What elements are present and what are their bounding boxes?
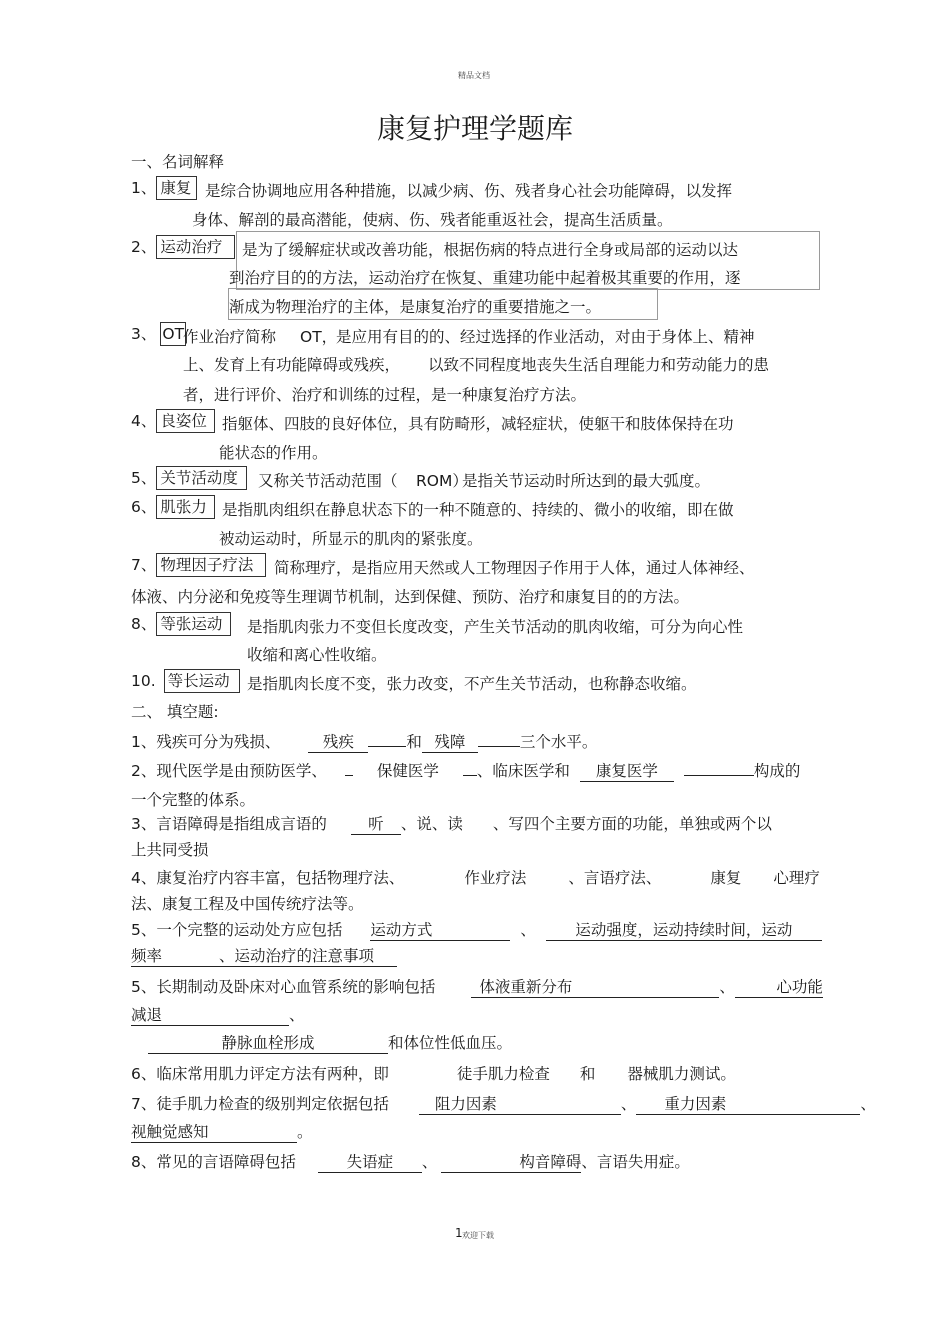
- question-text: 5、一个完整的运动处方应包括: [131, 921, 343, 939]
- fill-question-3: [131, 812, 772, 835]
- item-number: 10.: [131, 672, 156, 690]
- term-box: OT: [160, 322, 186, 346]
- question-text: 和: [406, 733, 422, 751]
- question-text: 、: [421, 1153, 438, 1171]
- item-number: 8、: [131, 615, 157, 633]
- question-text: 法、康复工程及中国传统疗法等。: [131, 895, 364, 913]
- answer-blank: 失语症: [318, 1152, 422, 1173]
- answer-text: 徒手肌力检查: [456, 1065, 550, 1083]
- definition-text: 上、发育上有功能障碍或残疾，: [183, 356, 401, 374]
- page-title: 康复护理学题库: [376, 112, 573, 145]
- question-text: 7、徒手肌力检查的级别判定依据包括: [131, 1095, 389, 1113]
- question-text: 、临床医学和: [476, 762, 570, 780]
- term-box: 良姿位: [156, 409, 215, 433]
- fill-question-9: [131, 1150, 690, 1173]
- definition-text: 以致不同程度地丧失生活自理能力和劳动能力的患: [428, 356, 770, 374]
- term-box: 等张运动: [156, 612, 231, 636]
- fill-question-4: [131, 866, 820, 888]
- fill-question-8-cont: [131, 1120, 313, 1143]
- question-text: 构成的: [753, 762, 801, 780]
- item-number: 4、: [131, 412, 157, 430]
- definition-text: 体液、内分泌和免疫等生理调节机制，达到保健、预防、治疗和康复目的的方法。: [131, 588, 690, 606]
- question-text: 、: [860, 1095, 876, 1113]
- answer-blank: [345, 775, 353, 776]
- fill-question-8: [131, 1092, 876, 1115]
- definition-item-7: [131, 553, 266, 577]
- question-text: 一个完整的体系。: [131, 791, 256, 809]
- item-number: 5、: [131, 469, 157, 487]
- term-box: 关节活动度: [156, 466, 247, 490]
- fill-question-7: [131, 1062, 736, 1084]
- question-text: 1、残疾可分为残损、: [131, 733, 281, 751]
- definition-item-2: [131, 235, 235, 259]
- definition-item-5: [131, 466, 247, 490]
- answer-blank: 频率: [131, 946, 219, 967]
- question-text: 6、临床常用肌力评定方法有两种，即: [131, 1065, 389, 1083]
- definition-text: 是为了缓解症状或改善功能，根据伤病的特点进行全身或局部的运动以达: [242, 241, 739, 259]
- answer-blank: 构音障碍: [441, 1152, 581, 1173]
- header-note: 精品文档: [458, 71, 490, 80]
- answer-blank: 残疾: [308, 732, 368, 753]
- item-number: 2、: [131, 238, 157, 256]
- question-text: 、写四个主要方面的功能，单独或两个以: [492, 815, 772, 833]
- definition-text: ROM）: [416, 472, 468, 490]
- answer-blank: 重力因素: [636, 1094, 860, 1115]
- definition-text: 是应用有目的的、经过选择的作业活动，对由于身体上、精神: [336, 328, 755, 346]
- definition-text: 渐成为物理治疗的主体，是康复治疗的重要措施之一。: [229, 298, 602, 316]
- answer-blank: 视触觉感知: [131, 1122, 297, 1143]
- definition-text: 能状态的作用。: [219, 444, 328, 462]
- fill-question-2: [131, 759, 800, 782]
- fill-question-5: [131, 918, 822, 941]
- footer-note: 欢迎下载: [462, 1231, 494, 1240]
- footer-page-number: 1: [455, 1226, 463, 1240]
- definition-text: 作业治疗简称: [183, 328, 277, 346]
- definition-text: 到治疗目的的方法，运动治疗在恢复、重建功能中起着极其重要的作用，逐: [229, 269, 741, 287]
- fill-question-6: [131, 975, 823, 998]
- answer-blank: 运动强度，运动持续时间，运动: [546, 920, 822, 941]
- fill-question-5-cont: [131, 946, 397, 967]
- question-text: 。: [297, 1123, 313, 1141]
- answer-blank: 康复医学: [580, 761, 674, 782]
- definition-text: 是指肌肉张力不变但长度改变，产生关节活动的肌肉收缩，可分为向心性: [247, 618, 744, 636]
- answer-text: 康复: [710, 869, 742, 887]
- term-box: 物理因子疗法: [156, 553, 266, 577]
- definition-text: 是指肌肉组织在静息状态下的一种不随意的、持续的、微小的收缩，即在做: [222, 501, 734, 519]
- section-heading-definitions: 一、名词解释: [131, 153, 225, 171]
- answer-blank: 减退: [131, 1005, 289, 1026]
- definition-text: 收缩和离心性收缩。: [247, 646, 387, 664]
- question-text: 上共同受损: [131, 841, 209, 859]
- answer-blank: 残障: [422, 732, 478, 753]
- answer-blank: 听: [351, 814, 401, 835]
- question-text: 和体位性低血压。: [388, 1034, 513, 1052]
- item-number: 3、: [131, 325, 157, 343]
- answer-blank: [368, 746, 406, 747]
- definition-item-10: [131, 669, 240, 693]
- question-text: 、: [719, 978, 735, 996]
- term-box: 运动治疗: [156, 235, 235, 259]
- definition-item-4: [131, 409, 215, 433]
- item-number: 1、: [131, 179, 157, 197]
- definition-text: 简称理疗，是指应用天然或人工物理因子作用于人体，通过人体神经、: [274, 559, 755, 577]
- definition-item-1: [131, 176, 197, 200]
- question-text: 3、言语障碍是指组成言语的: [131, 815, 327, 833]
- answer-text: 心理疗: [773, 869, 820, 887]
- question-text: 、: [520, 921, 536, 939]
- definition-item-3: [131, 322, 186, 346]
- fill-question-6-cont: [131, 1003, 305, 1026]
- definition-text: 被动运动时，所显示的肌肉的紧张度。: [219, 530, 483, 548]
- answer-text: 器械肌力测试。: [627, 1065, 736, 1083]
- question-text: 5、长期制动及卧床对心血管系统的影响包括: [131, 978, 436, 996]
- question-text: 、言语失用症。: [581, 1153, 690, 1171]
- term-box: 康复: [156, 176, 197, 200]
- answer-blank: 、运动治疗的注意事项: [219, 946, 397, 967]
- section-heading-fill-in: 二、 填空题:: [131, 703, 219, 721]
- answer-text: 作业疗法: [464, 869, 527, 887]
- definition-text: 是指关节运动时所达到的最大弧度。: [462, 472, 711, 490]
- answer-blank: 静脉血栓形成: [148, 1033, 388, 1054]
- answer-blank: [684, 775, 754, 776]
- definition-item-8: [131, 612, 231, 636]
- question-text: 、: [620, 1095, 637, 1113]
- answer-blank: [463, 775, 477, 776]
- question-text: 、: [289, 1006, 305, 1024]
- answer-blank: 心功能: [735, 977, 823, 998]
- definition-text: 指躯体、四肢的良好体位，具有防畸形，减轻症状，使躯干和肢体保持在功: [222, 415, 734, 433]
- term-box: 肌张力: [156, 495, 215, 519]
- question-text: 、言语疗法、: [568, 869, 662, 887]
- question-text: 2、现代医学是由预防医学、: [131, 762, 327, 780]
- answer-blank: 阻力因素: [419, 1094, 621, 1115]
- question-text: 三个水平。: [519, 733, 598, 751]
- definition-text: OT，: [300, 328, 338, 346]
- definition-text: 者，进行评价、治疗和训练的过程，是一种康复治疗方法。: [183, 386, 587, 404]
- definition-text: 身体、解剖的最高潜能，使病、伤、残者能重返社会，提高生活质量。: [192, 211, 673, 229]
- answer-blank: [478, 746, 520, 747]
- answer-blank: 保健医学: [376, 762, 439, 780]
- question-text: 和: [579, 1065, 596, 1083]
- definition-text: 是指肌肉长度不变，张力改变，不产生关节活动，也称静态收缩。: [247, 675, 697, 693]
- definition-item-6: [131, 495, 215, 519]
- definition-text: 又称关节活动范围（: [258, 472, 398, 490]
- answer-blank: 运动方式: [370, 920, 510, 941]
- question-text: 4、康复治疗内容丰富，包括物理疗法、: [131, 869, 405, 887]
- question-text: 、说、读: [400, 815, 463, 833]
- fill-question-6-cont2: [148, 1031, 512, 1054]
- fill-question-1: [131, 730, 597, 753]
- answer-blank: 体液重新分布: [471, 977, 719, 998]
- item-number: 7、: [131, 556, 157, 574]
- definition-text: 是综合协调地应用各种措施，以减少病、伤、残者身心社会功能障碍，以发挥: [205, 182, 733, 200]
- item-number: 6、: [131, 498, 157, 516]
- term-box: 等长运动: [164, 669, 240, 693]
- question-text: 8、常见的言语障碍包括: [131, 1153, 296, 1171]
